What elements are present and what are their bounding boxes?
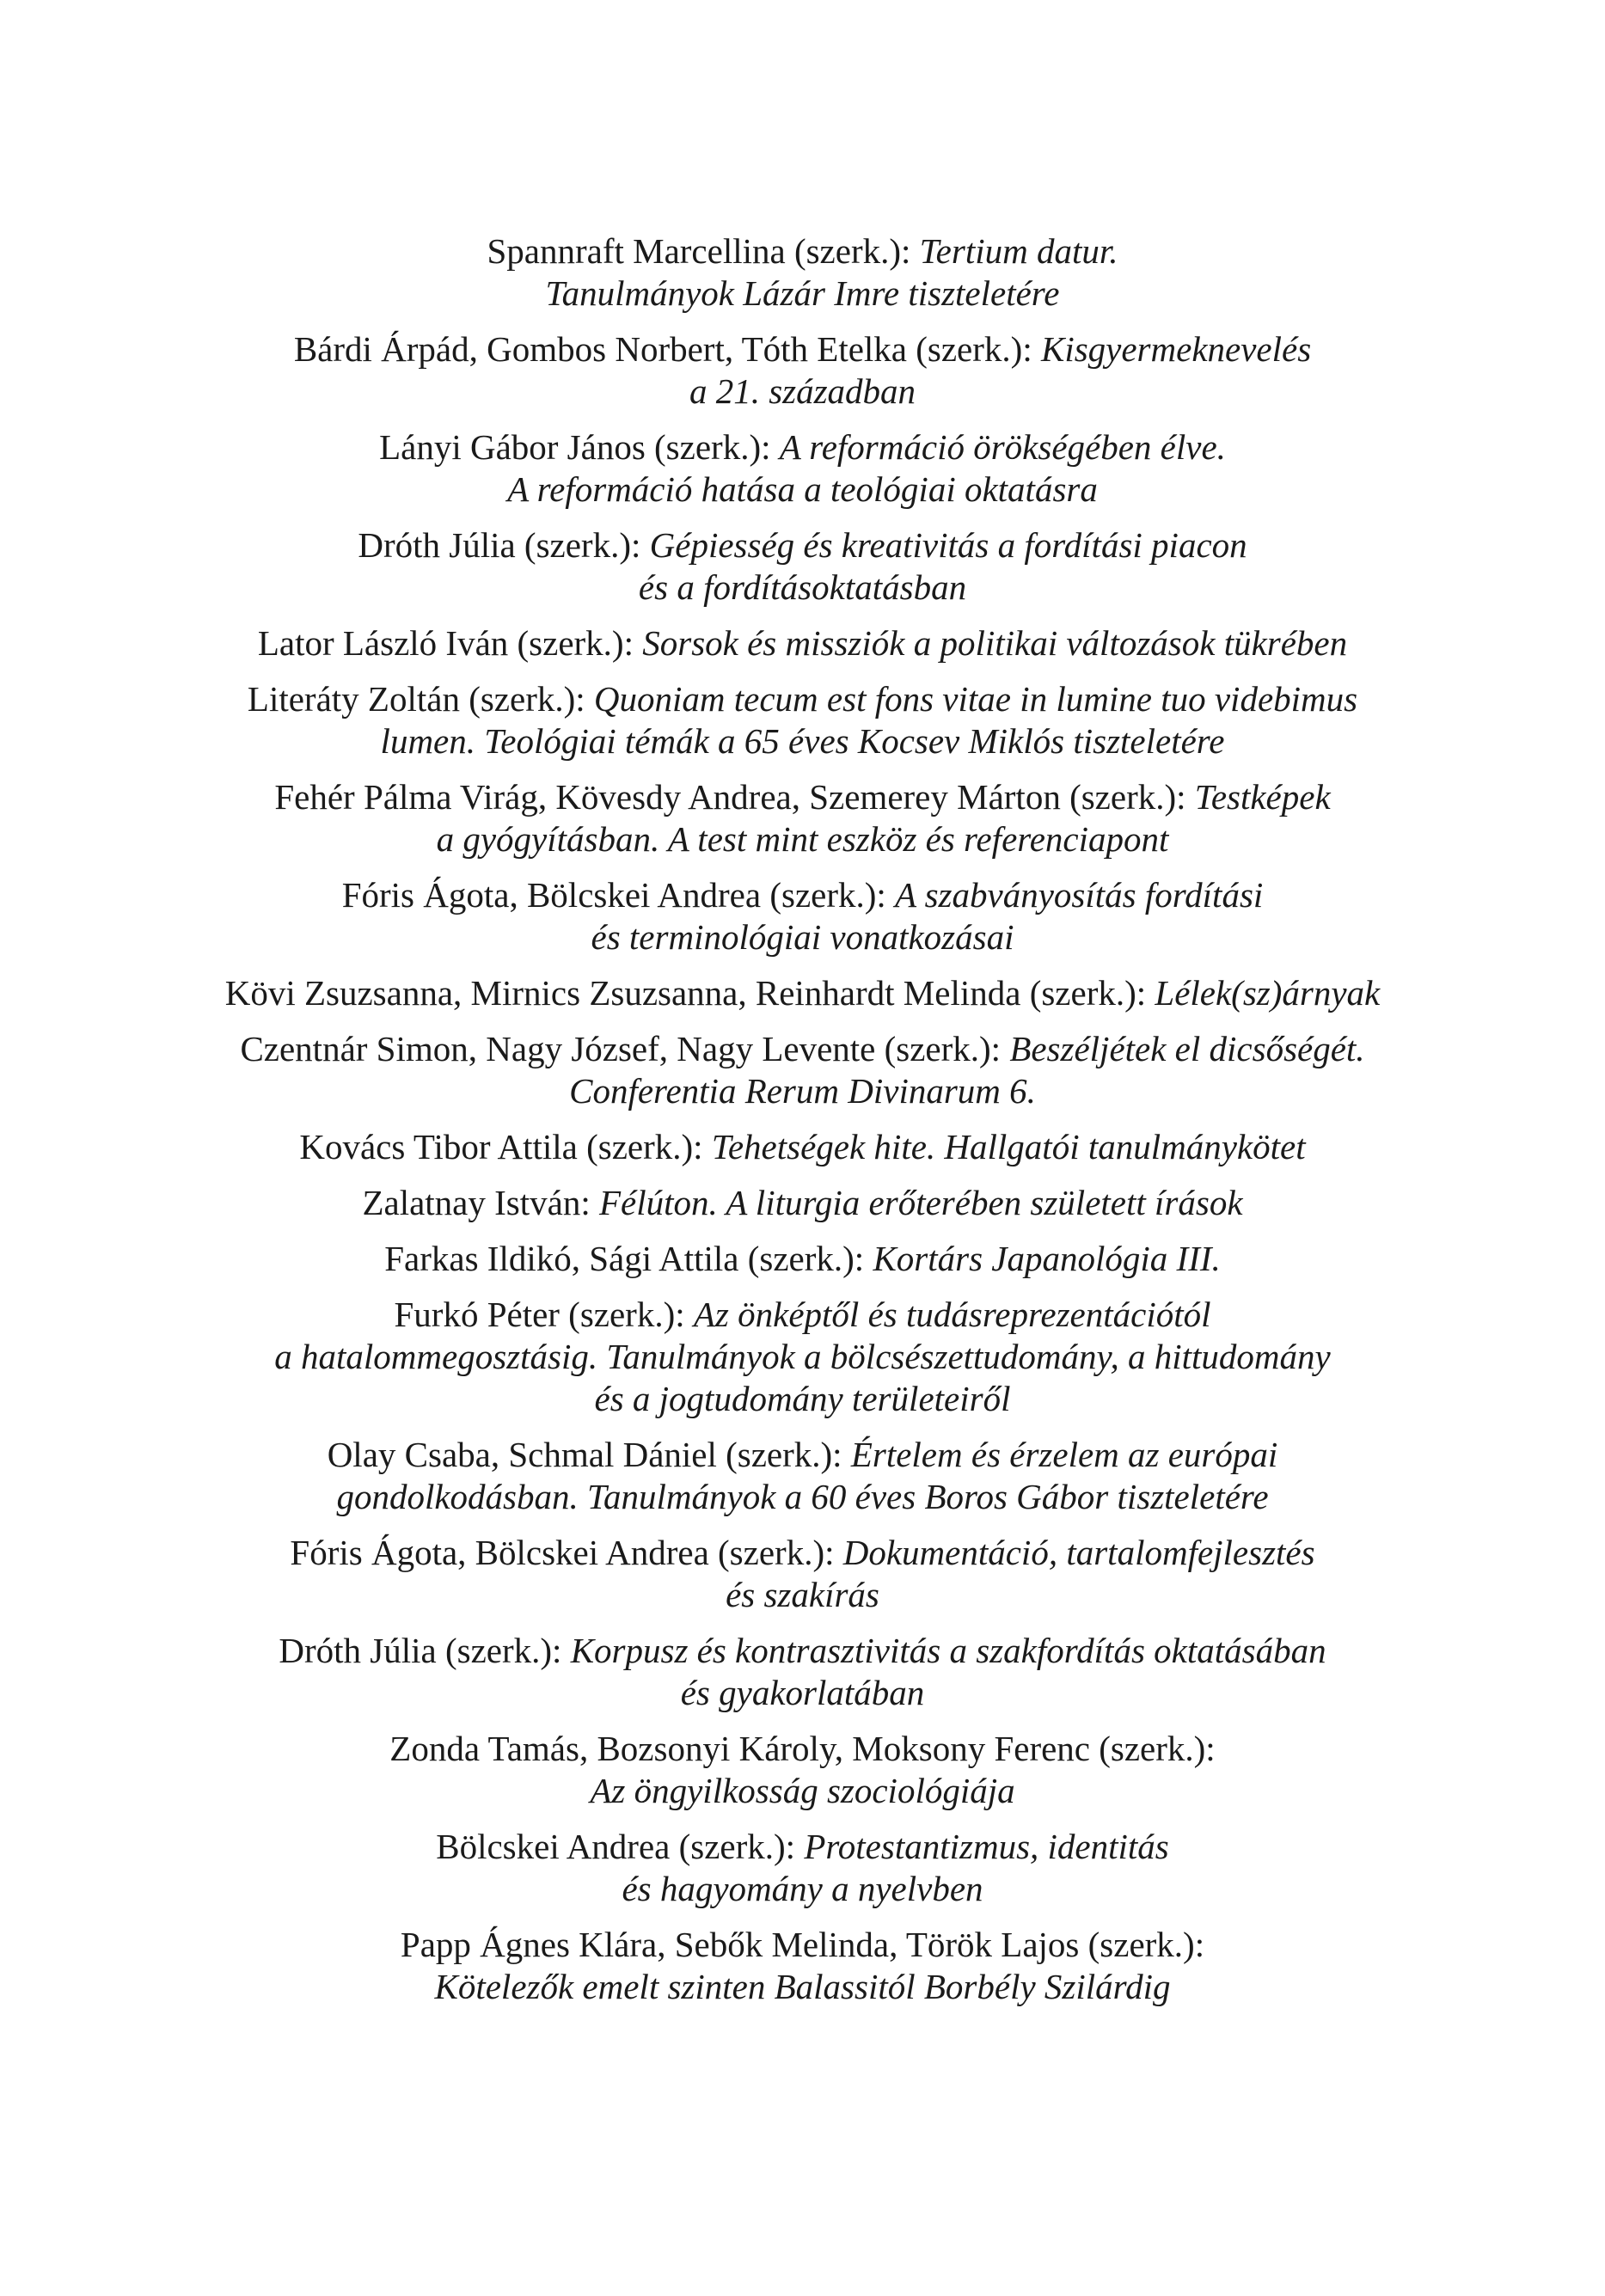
book-title-segment: Dokumentáció, tartalomfejlesztés [842, 1533, 1315, 1572]
editor-names-segment: Fóris Ágota, Bölcskei Andrea (szerk.): [341, 875, 896, 915]
book-title-segment: Tertium datur. [919, 231, 1118, 271]
book-title-segment: Conferentia Rerum Divinarum 6. [569, 1071, 1036, 1111]
list-item [98, 1826, 1508, 1910]
list-item [98, 1728, 1508, 1812]
book-title-segment: a gyógyításban. A test mint eszköz és referenciapont [436, 819, 1169, 859]
editor-names-segment: Fehér Pálma Virág, Kövesdy Andrea, Szemerey Márton (szerk.): [274, 777, 1195, 817]
book-title-segment: Az önképtől és tudásreprezentációtól [693, 1295, 1211, 1334]
list-item [98, 776, 1508, 860]
list-item [98, 1238, 1508, 1280]
book-title-segment: és a jogtudomány területeiről [594, 1379, 1011, 1418]
book-title-segment: Tehetségek hite. Hallgatói tanulmánykötet [711, 1127, 1306, 1166]
list-item [98, 1182, 1508, 1224]
list-item [98, 1924, 1508, 2008]
list-item [98, 1630, 1508, 1714]
book-title-segment: A szabványosítás fordítási [895, 875, 1264, 915]
editor-names-segment: Dróth Júlia (szerk.): [358, 525, 650, 565]
editor-names-segment: Lányi Gábor János (szerk.): [379, 427, 780, 467]
book-title-segment: Quoniam tecum est fons vitae in lumine tuo videbimus [593, 679, 1358, 719]
list-item [98, 1126, 1508, 1168]
editor-names-segment: Farkas Ildikó, Sági Attila (szerk.): [384, 1239, 873, 1278]
list-item [98, 230, 1508, 315]
book-title-segment: és gyakorlatában [680, 1673, 925, 1712]
list-item [98, 1434, 1508, 1518]
editor-names-segment: Kövi Zsuzsanna, Mirnics Zsuzsanna, Reinhardt Melinda (szerk.): [224, 973, 1155, 1013]
book-title-segment: Testképek [1194, 777, 1331, 817]
editor-names-segment: Furkó Péter (szerk.): [394, 1295, 694, 1334]
list-item [98, 972, 1508, 1014]
book-title-segment: lumen. Teológiai témák a 65 éves Kocsev Miklós tiszteletére [380, 721, 1225, 761]
book-title-segment: Az öngyilkosság szociológiája [590, 1771, 1015, 1810]
editor-names-segment: Czentnár Simon, Nagy József, Nagy Levente (szerk.): [240, 1029, 1010, 1068]
book-title-segment: A reformáció örökségében élve. [779, 427, 1226, 467]
list-item [98, 426, 1508, 511]
list-item [98, 524, 1508, 609]
book-title-segment: Sorsok és missziók a politikai változások tükrében [642, 623, 1348, 663]
editor-names-segment: Spannraft Marcellina (szerk.): [487, 231, 920, 271]
book-title-segment: és terminológiai vonatkozásai [591, 917, 1014, 957]
list-item [98, 678, 1508, 762]
list-item [98, 1028, 1508, 1112]
editor-names-segment: Literáty Zoltán (szerk.): [247, 679, 594, 719]
book-title-segment: Protestantizmus, identitás [804, 1827, 1169, 1866]
list-item [98, 1532, 1508, 1616]
book-title-segment: Beszéljétek el dicsőségét. [1009, 1029, 1365, 1068]
list-item [98, 328, 1508, 413]
book-title-segment: Félúton. A liturgia erőterében született írások [598, 1183, 1243, 1222]
book-title-segment: Tanulmányok Lázár Imre tiszteletére [545, 273, 1060, 313]
editor-names-segment: Bölcskei Andrea (szerk.): [436, 1827, 805, 1866]
book-title-segment: Lélek(sz)árnyak [1155, 973, 1381, 1013]
list-item [98, 1294, 1508, 1420]
editor-names-segment: Fóris Ágota, Bölcskei Andrea (szerk.): [290, 1533, 843, 1572]
editor-names-segment: Dróth Júlia (szerk.): [279, 1631, 571, 1670]
editor-names-segment: Zonda Tamás, Bozsonyi Károly, Moksony Ferenc (szerk.): [389, 1729, 1216, 1768]
editor-names-segment: Papp Ágnes Klára, Sebők Melinda, Török Lajos (szerk.): [400, 1925, 1205, 1964]
book-title-segment: gondolkodásban. Tanulmányok a 60 éves Boros Gábor tiszteletére [336, 1477, 1269, 1516]
book-title-segment: A reformáció hatása a teológiai oktatásra [507, 469, 1098, 509]
book-title-segment: Gépiesség és kreativitás a fordítási piacon [649, 525, 1247, 565]
editor-names-segment: Zalatnay István: [362, 1183, 599, 1222]
book-title-segment: Kötelezők emelt szinten Balassitól Borbély Szilárdig [434, 1967, 1171, 2006]
editor-names-segment: Olay Csaba, Schmal Dániel (szerk.): [327, 1435, 851, 1474]
book-title-segment: és szakírás [726, 1575, 879, 1614]
list-item [98, 622, 1508, 664]
book-title-segment: a hatalommegosztásig. Tanulmányok a bölcsészettudomány, a hittudomány [274, 1337, 1331, 1376]
list-item [98, 874, 1508, 958]
editor-names-segment: Kovács Tibor Attila (szerk.): [299, 1127, 712, 1166]
book-title-segment: a 21. században [689, 371, 916, 411]
book-title-segment: Értelem és érzelem az európai [850, 1435, 1278, 1474]
book-list [98, 0, 1508, 2008]
book-title-segment: Kortárs Japanológia III. [873, 1239, 1221, 1278]
book-title-segment: és hagyomány a nyelvben [622, 1869, 983, 1908]
book-title-segment: Kisgyermeknevelés [1040, 329, 1312, 369]
book-title-segment: és a fordításoktatásban [638, 567, 967, 607]
editor-names-segment: Lator László Iván (szerk.): [257, 623, 643, 663]
editor-names-segment: Bárdi Árpád, Gombos Norbert, Tóth Etelka (szerk.): [293, 329, 1041, 369]
book-title-segment: Korpusz és kontrasztivitás a szakfordítás oktatásában [570, 1631, 1326, 1670]
